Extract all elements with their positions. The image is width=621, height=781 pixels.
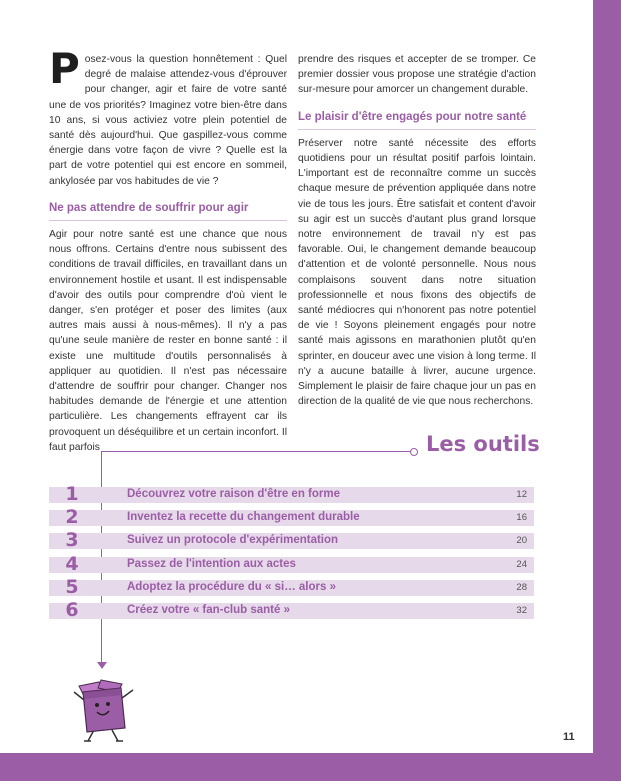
- toc-label: Inventez la recette du changement durable: [127, 511, 360, 524]
- page-number: 11: [563, 731, 575, 743]
- toc-page: 24: [516, 558, 527, 570]
- toc-label: Passez de l'intention aux actes: [127, 557, 296, 570]
- toc-number: 2: [65, 506, 79, 529]
- toc-label: Suivez un protocole d'expérimentation: [127, 534, 339, 547]
- guide-dot-icon: [410, 448, 418, 456]
- intro-text: osez-vous la question honnêtement : Quel degré de malaise attendez-vous d'éprouver pour changer, agir et faire de votre santé une de vos priorités? Imaginez votre bien-être dans 10 ans, si vous activiez votre plein potentiel de santé dès aujourd'hui. Que gaspillez-vous comme énergie dans votre façon de vivre ? Quelle est la part de votre potentiel qui est encore en sommeil, ankylosée par vos habitudes de vie ?: [49, 54, 287, 187]
- toc-label: Adoptez la procédure du « si… alors »: [127, 580, 336, 593]
- toc-page: 12: [516, 489, 527, 500]
- outils-title: Les outils: [426, 432, 540, 456]
- bottom-color-band: [0, 753, 621, 781]
- toc-label: Créez votre « fan-club santé »: [127, 603, 290, 616]
- guide-line-horizontal: [101, 451, 412, 452]
- toc-page: 28: [516, 581, 527, 593]
- toc-page: 20: [516, 535, 527, 547]
- toc-item-6[interactable]: [49, 598, 534, 621]
- box-character-icon: [70, 668, 136, 744]
- toc-number: 4: [65, 552, 79, 575]
- intro-paragraph: [49, 44, 287, 189]
- toc-item-4[interactable]: [49, 552, 534, 575]
- toc-page: 32: [516, 604, 527, 616]
- right-column: [298, 52, 536, 409]
- body-paragraph-right: Préserver notre santé nécessite des efforts quotidiens pour un résultat positif parfois lointain. L'important est de reconnaître comme un succès chaque mesure de prévention appliquée dans notre vie de tous les jours. Être satisfait et content d'avoir su agir est un succès d'autant plus grand lorsque notre environnement de travail n'y est pas favorable. Oui, le changement demande beaucoup d'attention et de volonté personnelle. Nous nous complaisons souvent dans notre situation professionnelle et nous fixons des objectifs de santé médiocres qui n'honorent pas notre potentiel de vie ! Soyons pleinement engagés pour notre santé mais agissons en marathonien plutôt qu'en sprinter, en douceur avec une vision à long terme. Il n'y a aucune bataille à livrer, aucune urgence. Simplement le plaisir de faire chaque jour un pas en direction de la qualité de vie que nous recherchons.: [298, 137, 536, 408]
- toc-label: Découvrez votre raison d'être en forme: [127, 488, 340, 500]
- toc-number: 3: [65, 529, 79, 552]
- right-color-band: [593, 0, 621, 781]
- drop-cap: P: [49, 44, 80, 93]
- toc-number: 6: [65, 598, 79, 621]
- intro-paragraph-right: prendre des risques et accepter de se tromper. Ce premier dossier vous propose une stratégie d'action sur-mesure pour amorcer un changement durable.: [298, 54, 536, 96]
- toc-item-2[interactable]: [49, 506, 534, 529]
- toc-number: 1: [65, 483, 79, 505]
- section-heading-plaisir: Le plaisir d'être engagés pour notre santé: [298, 110, 536, 130]
- body-paragraph-left: Agir pour notre santé est une chance que nous nous offrons. Certains d'entre nous subissent des conditions de travail difficiles, en travaillant dans un environnement hostile et usant. Il est indispensable d'avoir des outils pour comprendre d'où vient le danger, s'en protéger et poser des limites (aux autres mais aussi à nous-mêmes). Il n'y a pas qu'une seule manière de rester en bonne santé : il existe une multitude d'outils personnalisés à appliquer au quotidien. Il n'est pas nécessaire d'attendre de souffrir pour changer. Changer nos habitudes demande de l'énergie et une attention particulière. Les changements effrayent car ils provoquent un déséquilibre et un certain inconfort. Il faut parfois: [49, 229, 287, 453]
- toc-item-1[interactable]: [49, 483, 534, 505]
- outils-list: [49, 483, 534, 626]
- toc-page: 16: [516, 512, 527, 524]
- toc-number: 5: [65, 575, 79, 598]
- toc-item-5[interactable]: [49, 575, 534, 598]
- toc-item-3[interactable]: [49, 529, 534, 552]
- section-heading-souffrir: Ne pas attendre de souffrir pour agir: [49, 201, 287, 221]
- left-column: [49, 44, 287, 455]
